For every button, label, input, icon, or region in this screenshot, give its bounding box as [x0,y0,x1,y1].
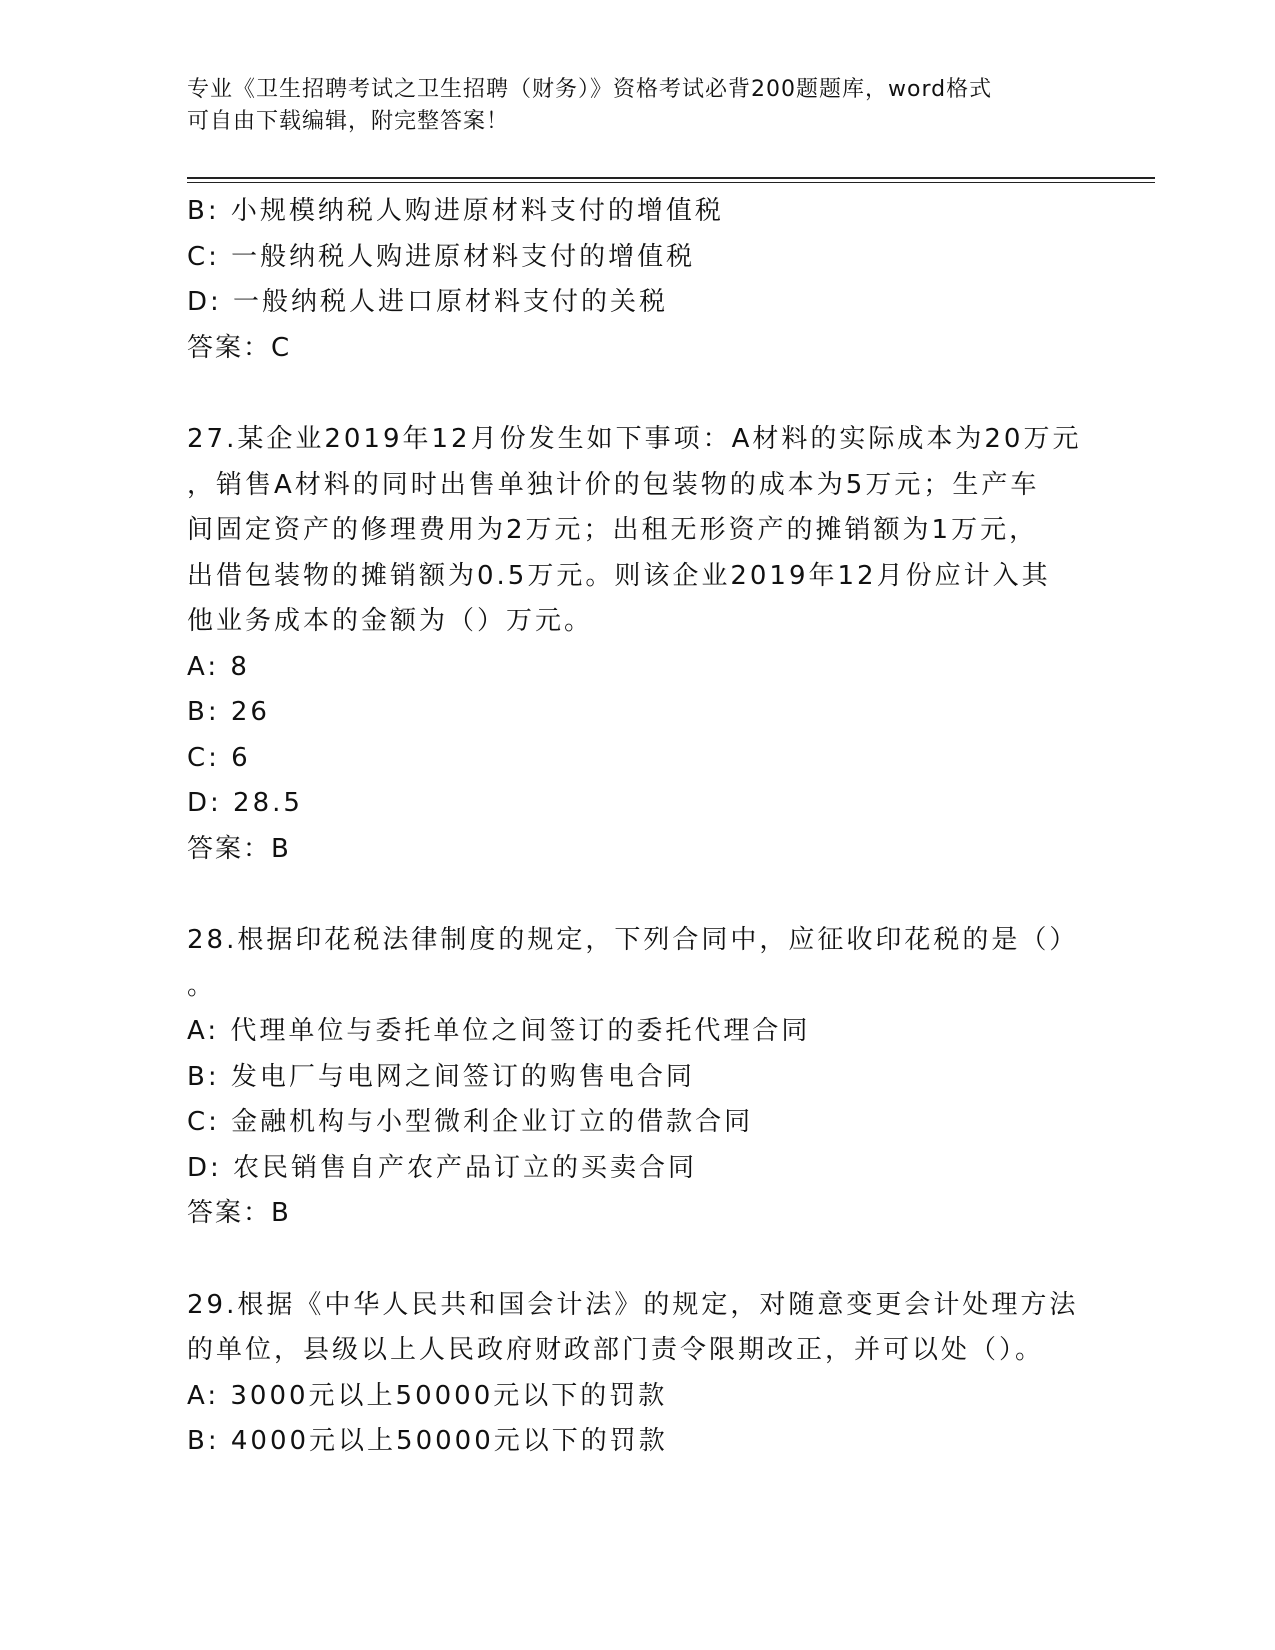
q26-option-c: C: 一般纳税人购进原材料支付的增值税 [187,241,696,272]
q28-option-c: C: 金融机构与小型微利企业订立的借款合同 [187,1107,754,1137]
spacer [187,371,1087,417]
q26-answer: 答案：C [187,332,292,363]
q27-stem-line: 27.某企业2019年12月份发生如下事项：A材料的实际成本为20万元 [187,424,1082,454]
header-divider-thick [187,177,1155,179]
q26-option-d: D: 一般纳税人进口原材料支付的关税 [187,287,669,317]
q28-answer: 答案：B [187,1198,291,1228]
q28-option-a: A: 代理单位与委托单位之间签订的委托代理合同 [187,1016,811,1046]
q28-option-d: D: 农民销售自产农产品订立的买卖合同 [187,1152,698,1183]
document-header [187,74,1067,138]
spacer [187,1237,1087,1283]
header-line-1: 专业《卫生招聘考试之卫生招聘（财务）》资格考试必背200题题库，word格式 [187,77,993,102]
q27-option-c: C: 6 [187,742,251,773]
q29-option-b: B: 4000元以上50000元以下的罚款 [187,1426,668,1456]
q28-stem-line: 。 [187,970,217,1001]
spacer [187,872,1087,918]
q29-option-a: A: 3000元以上50000元以下的罚款 [187,1380,668,1411]
q26-option-b: B: 小规模纳税人购进原材料支付的增值税 [187,196,724,226]
q27-option-a: A: 8 [187,651,250,682]
q27-option-b: B: 26 [187,697,270,727]
q29-stem-line: 的单位，县级以上人民政府财政部门责令限期改正，并可以处（）。 [187,1335,1045,1365]
q27-stem-line: ，销售A材料的同时出售单独计价的包装物的成本为5万元；生产车 [187,469,1040,500]
q29-stem-line: 29.根据《中华人民共和国会计法》的规定，对随意变更会计处理方法 [187,1289,1079,1320]
q27-stem-line: 间固定资产的修理费用为2万元；出租无形资产的摊销额为1万元， [187,515,1039,545]
q28-stem-line: 28.根据印花税法律制度的规定，下列合同中，应征收印花税的是（） [187,925,1079,955]
q28-option-b: B: 发电厂与电网之间签订的购售电合同 [187,1061,695,1092]
q27-answer: 答案：B [187,833,291,864]
header-line-2: 可自由下载编辑，附完整答案！ [187,109,510,134]
q27-option-d: D: 28.5 [187,788,303,818]
q27-stem-line: 出借包装物的摊销额为0.5万元。则该企业2019年12月份应计入其 [187,560,1051,591]
header-divider-thin [187,182,1155,183]
question-content [187,189,1087,1465]
q27-stem-line: 他业务成本的金额为（）万元。 [187,606,594,636]
